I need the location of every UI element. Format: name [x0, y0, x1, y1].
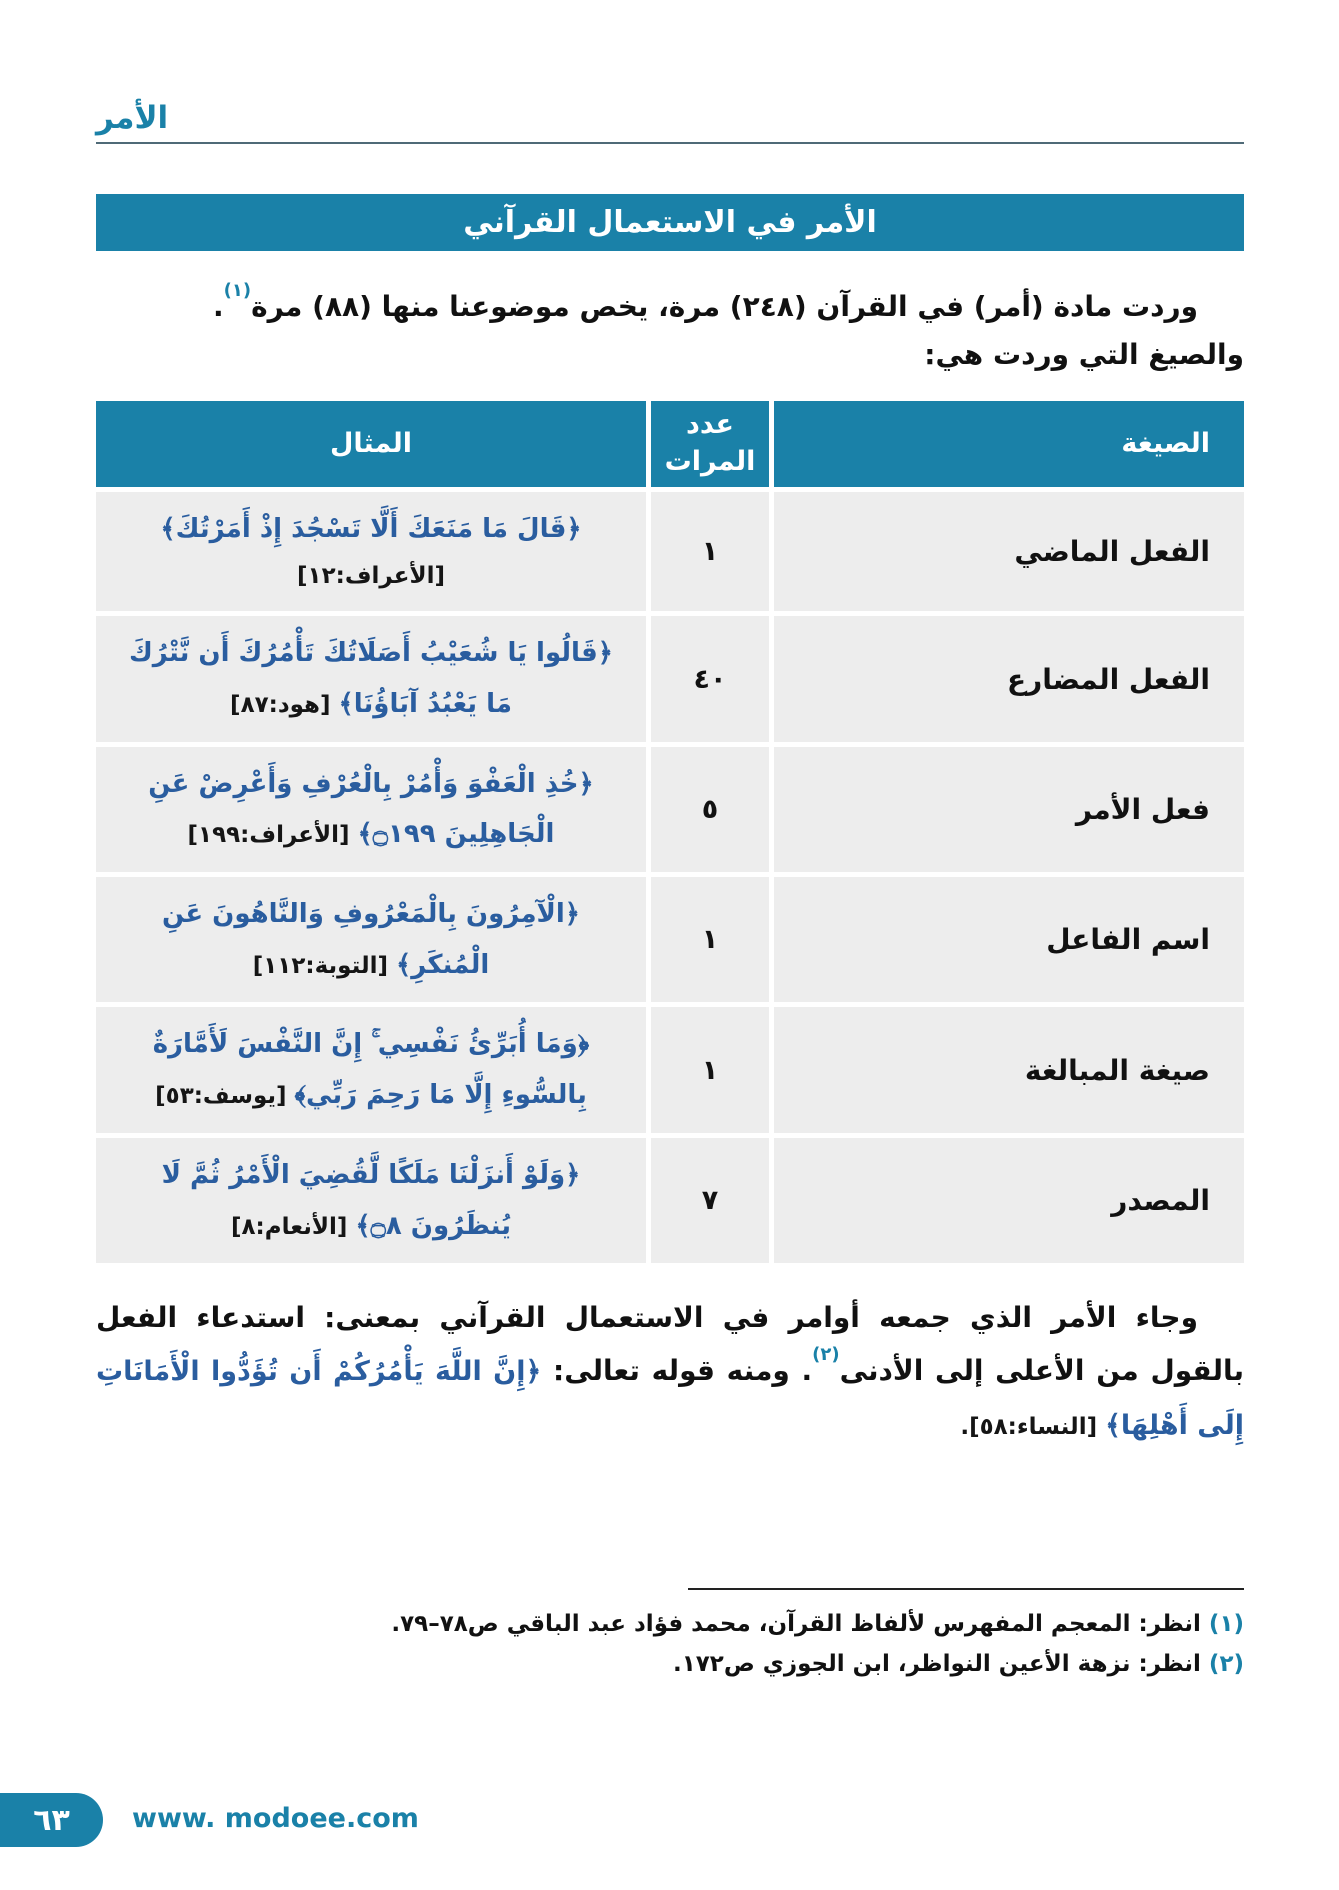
- table-row-example: [96, 1007, 646, 1132]
- table-row-count: ١: [651, 492, 769, 612]
- section-banner: [96, 194, 1244, 251]
- table-row-form: فعل الأمر: [774, 747, 1244, 872]
- footnote-2-text: انظر: نزهة الأعين النواظر، ابن الجوزي ص١٧٢.: [672, 1651, 1201, 1678]
- footnote-marker-2: (٢): [812, 1344, 840, 1366]
- footnote-separator: [688, 1588, 1244, 1590]
- quran-verse: ﴿خُذِ الْعَفْوَ وَأْمُرْ بِالْعُرْفِ وَأَعْرِضْ عَنِ الْجَاهِلِينَ ۝١٩٩﴾: [148, 768, 594, 850]
- table-row-example: [96, 616, 646, 741]
- table-row-count: ٧: [651, 1138, 769, 1263]
- table-row-count: ٥: [651, 747, 769, 872]
- footnote-2-number: (٢): [1200, 1651, 1244, 1678]
- verse-reference: [الأعراف:١٢]: [297, 563, 445, 590]
- verse-reference: [التوبة:١١٢]: [252, 952, 397, 979]
- table-row-count: ١: [651, 1007, 769, 1132]
- forms-table: [96, 401, 1244, 1263]
- closing-paragraph: [96, 1291, 1244, 1451]
- table-row-example: [96, 877, 646, 1002]
- table-row-form: اسم الفاعل: [774, 877, 1244, 1002]
- quran-verse: ﴿قَالُوا يَا شُعَيْبُ أَصَلَاتُكَ تَأْمُرُكَ أَن نَّتْرُكَ مَا يَعْبُدُ آبَاؤُنَا﴾: [128, 638, 614, 720]
- closing-text-1: وجاء الأمر الذي جمعه أوامر في الاستعمال القرآني بمعنى: استدعاء الفعل بالقول من الأعلى إلى الأدنى: [96, 1301, 1244, 1388]
- running-head: [96, 100, 1244, 144]
- table-row-count: ٤٠: [651, 616, 769, 741]
- table-row-form: صيغة المبالغة: [774, 1007, 1244, 1132]
- quran-verse: ﴿وَلَوْ أَنزَلْنَا مَلَكًا لَّقُضِيَ الْأَمْرُ ثُمَّ لَا يُنظَرُونَ ۝٨﴾: [161, 1159, 581, 1241]
- closing-text-2: . ومنه قوله تعالى:: [541, 1354, 813, 1388]
- footnote-1-number: (١): [1200, 1611, 1244, 1637]
- page-number-tab: [0, 1793, 103, 1847]
- table-row-count: ١: [651, 877, 769, 1002]
- section-banner-title: الأمر في الاستعمال القرآني: [463, 205, 877, 240]
- table-header-form: الصيغة: [774, 401, 1244, 487]
- intro-paragraph: [96, 279, 1244, 330]
- table-row-example: [96, 1138, 646, 1263]
- footnote-1: [96, 1604, 1244, 1644]
- quran-verse: ﴿قَالَ مَا مَنَعَكَ أَلَّا تَسْجُدَ إِذْ أَمَرْتُكَ﴾: [160, 513, 582, 544]
- intro-line2: والصيغ التي وردت هي:: [924, 337, 1244, 371]
- table-row-form: المصدر: [774, 1138, 1244, 1263]
- quran-verse: ﴿وَمَا أُبَرِّئُ نَفْسِي ۚ إِنَّ النَّفْسَ لَأَمَّارَةٌ بِالسُّوءِ إِلَّا مَا رَحِمَ رَبِّي﴾: [152, 1029, 590, 1111]
- table-row-form: الفعل الماضي: [774, 492, 1244, 612]
- verse-reference: [الأعراف:١٩٩]: [187, 822, 358, 849]
- verse-reference: [الأنعام:٨]: [230, 1213, 356, 1240]
- intro-period: .: [213, 290, 224, 323]
- footnote-2: [96, 1644, 1244, 1684]
- intro-text: وردت مادة (أمر) في القرآن (٢٤٨) مرة، يخص موضوعنا منها (٨٨) مرة: [251, 290, 1198, 323]
- footnotes-block: [96, 1588, 1244, 1685]
- table-row-example: [96, 492, 646, 612]
- table-header-example: المثال: [96, 401, 646, 487]
- verse-reference: [يوسف:٥٣]: [155, 1083, 295, 1110]
- verse-reference: [هود:٨٧]: [230, 692, 339, 719]
- verse-reference: [النساء:٥٨].: [960, 1413, 1106, 1440]
- page-number: ٦٣: [33, 1802, 70, 1838]
- website-link[interactable]: www. modoee.com: [132, 1803, 419, 1834]
- footnote-marker-1: (١): [223, 279, 252, 301]
- quran-verse: ﴿إِنَّ اللَّهَ يَأْمُرُكُمْ أَن تُؤَدُّوا الْأَمَانَاتِ إِلَى أَهْلِهَا﴾: [96, 1356, 1244, 1441]
- quran-verse: ﴿الْآمِرُونَ بِالْمَعْرُوفِ وَالنَّاهُونَ عَنِ الْمُنكَرِ﴾: [161, 899, 581, 980]
- footnote-1-text: انظر: المعجم المفهرس لألفاظ القرآن، محمد فؤاد عبد الباقي ص٧٨–٧٩.: [391, 1611, 1201, 1637]
- table-header-count: عدد المرات: [651, 401, 769, 487]
- table-row-form: الفعل المضارع: [774, 616, 1244, 741]
- table-row-example: [96, 747, 646, 872]
- running-head-title: الأمر: [96, 100, 169, 136]
